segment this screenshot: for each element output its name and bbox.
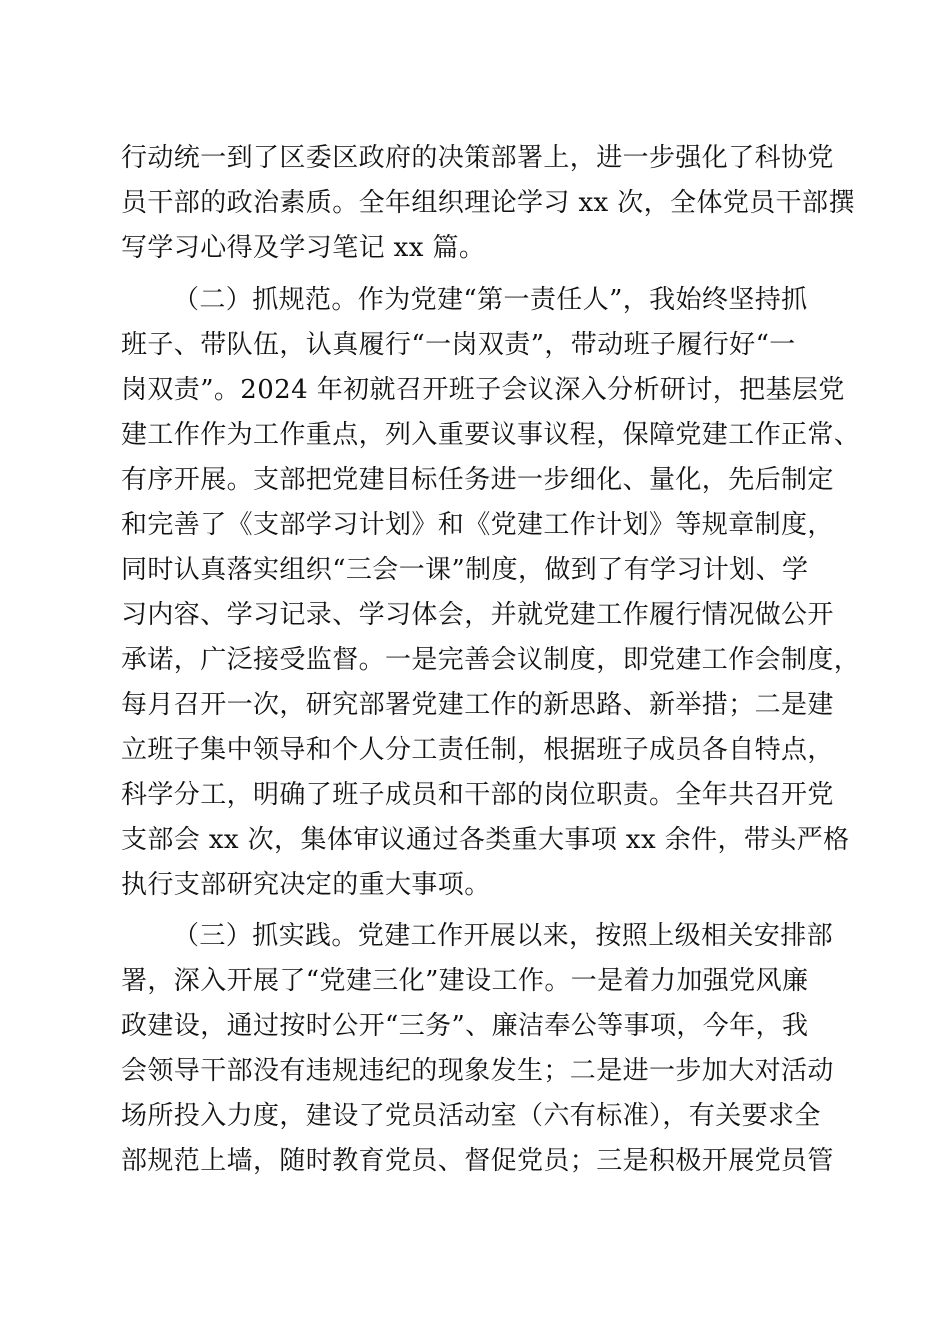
text-line: 员干部的政治素质。全年组织理论学习 xx 次，全体党员干部撰	[121, 188, 855, 218]
text-line: 写学习心得及学习笔记 xx 篇。	[121, 233, 486, 263]
text-line: 承诺，广泛接受监督。一是完善会议制度，即党建工作会制度，	[121, 645, 861, 675]
text-line: 和完善了《支部学习计划》和《党建工作计划》等规章制度，	[121, 510, 834, 540]
text-line: 署，深入开展了“党建三化”建设工作。一是着力加强党风廉	[121, 966, 809, 996]
text-line: 会领导干部没有违规违纪的现象发生；二是进一步加大对活动	[121, 1056, 834, 1086]
text-line: 有序开展。支部把党建目标任务进一步细化、量化，先后制定	[121, 465, 834, 495]
paragraph-heading-line: （二）抓规范。作为党建“第一责任人”，我始终坚持抓	[173, 285, 808, 315]
paragraph-heading-line: （三）抓实践。党建工作开展以来，按照上级相关安排部	[173, 921, 834, 951]
text-line: 习内容、学习记录、学习体会，并就党建工作履行情况做公开	[121, 600, 834, 630]
text-line: 场所投入力度，建设了党员活动室（六有标准），有关要求全	[121, 1101, 821, 1131]
text-line: 行动统一到了区委区政府的决策部署上，进一步强化了科协党	[121, 143, 834, 173]
text-line: 每月召开一次，研究部署党建工作的新思路、新举措；二是建	[121, 690, 834, 720]
text-line: 班子、带队伍，认真履行“一岗双责”，带动班子履行好“一	[121, 330, 796, 360]
text-line: 建工作作为工作重点，列入重要议事议程，保障党建工作正常、	[121, 420, 861, 450]
text-line: 政建设，通过按时公开“三务”、廉洁奉公等事项，今年，我	[121, 1011, 809, 1041]
text-line: 支部会 xx 次，集体审议通过各类重大事项 xx 余件，带头严格	[121, 825, 850, 855]
text-line: 执行支部研究决定的重大事项。	[121, 870, 491, 900]
text-line: 同时认真落实组织“三会一课”制度，做到了有学习计划、学	[121, 555, 809, 585]
text-line: 岗双责”。2024 年初就召开班子会议深入分析研讨，把基层党	[121, 375, 845, 405]
text-line: 立班子集中领导和个人分工责任制，根据班子成员各自特点，	[121, 735, 834, 765]
text-line: 科学分工，明确了班子成员和干部的岗位职责。全年共召开党	[121, 780, 834, 810]
text-line: 部规范上墙，随时教育党员、督促党员；三是积极开展党员管	[121, 1146, 834, 1176]
